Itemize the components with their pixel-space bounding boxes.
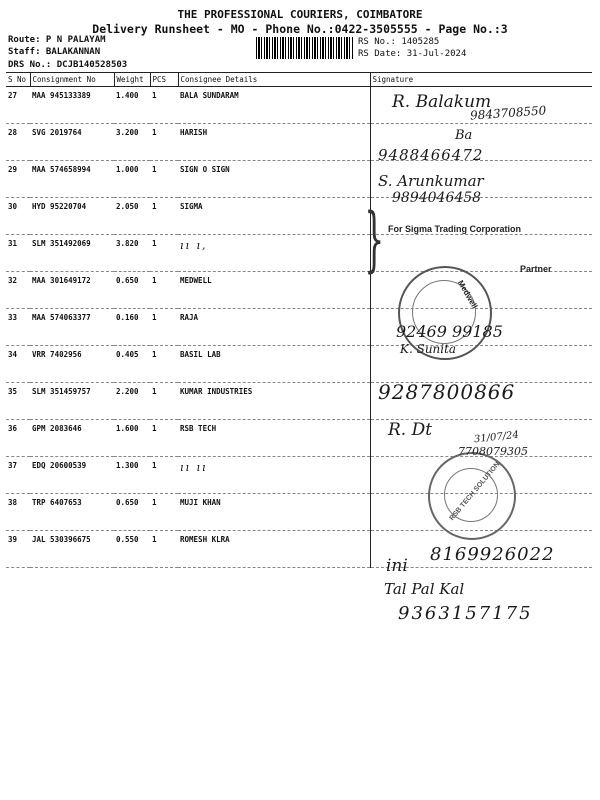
row-sno: 34	[6, 346, 30, 383]
signature-38-phone: 8169926022	[430, 544, 555, 565]
row-consignment: MAA 301649172	[30, 272, 114, 309]
row-pcs: 1	[150, 124, 178, 161]
rsb-seal-text: RSB TECH SOLUTION	[448, 460, 502, 523]
staff-label: Staff: BALAKANNAN	[8, 47, 101, 57]
table-row	[6, 124, 592, 161]
row-consignee: ROMESH KLRA	[178, 531, 370, 568]
table-row	[6, 309, 592, 346]
row-weight: 3.200	[114, 124, 150, 161]
signature-29-phone: 9894046458	[392, 190, 482, 206]
row-consignment: HYD 95220704	[30, 198, 114, 235]
row-consignee: RAJA	[178, 309, 370, 346]
row-signature	[370, 235, 592, 272]
row-pcs: 1	[150, 457, 178, 494]
row-pcs: 1	[150, 383, 178, 420]
signature-28-phone: 9488466472	[378, 146, 484, 164]
row-consignment: GPM 2083646	[30, 420, 114, 457]
row-sno: 32	[6, 272, 30, 309]
company-title: THE PROFESSIONAL COURIERS, COIMBATORE	[177, 8, 423, 21]
route-label: Route: P N PALAYAM	[8, 35, 106, 45]
row-pcs: 1	[150, 235, 178, 272]
row-pcs: 1	[150, 272, 178, 309]
row-consignee: RSB TECH	[178, 420, 370, 457]
row-sno: 39	[6, 531, 30, 568]
row-consignment: MAA 945133389	[30, 87, 114, 124]
col-sno: S No	[6, 73, 30, 87]
row-consignment: SLM 351492069	[30, 235, 114, 272]
runsheet-subtitle: Delivery Runsheet - MO - Phone No.:0422-3505555 - Page No.:3	[92, 22, 508, 36]
barcode	[256, 37, 354, 59]
row-weight: 0.550	[114, 531, 150, 568]
row-sno: 29	[6, 161, 30, 198]
row-pcs: 1	[150, 531, 178, 568]
row-consignment: MAA 574658994	[30, 161, 114, 198]
table-row	[6, 346, 592, 383]
ditto-mark: ıı ıı	[180, 461, 208, 474]
row-pcs: 1	[150, 420, 178, 457]
row-consignee: HARISH	[178, 124, 370, 161]
signature-33: K. Sunita	[400, 342, 457, 356]
row-sno: 37	[6, 457, 30, 494]
row-sno: 35	[6, 383, 30, 420]
row-sno: 28	[6, 124, 30, 161]
rs-number: RS No.: 1405285	[358, 37, 440, 47]
medwell-seal-text: Medwell	[455, 278, 480, 311]
row-weight: 0.405	[114, 346, 150, 383]
row-sno: 36	[6, 420, 30, 457]
row-consignee: MEDWELL	[178, 272, 370, 309]
row-consignment: SLM 351459757	[30, 383, 114, 420]
table-row	[6, 272, 592, 309]
sigma-company-stamp: For Sigma Trading Corporation	[388, 224, 522, 234]
row-pcs: 1	[150, 346, 178, 383]
drs-number: DRS No.: DCJB140528503	[8, 60, 128, 70]
signature-39: Tal Pal Kal	[384, 580, 465, 598]
signature-35-date: 31/07/24	[473, 429, 520, 446]
row-consignee	[178, 457, 370, 494]
col-consignee: Consignee Details	[178, 73, 370, 87]
ditto-mark: ıı ı,	[180, 239, 208, 252]
row-sno: 33	[6, 309, 30, 346]
col-consignment: Consignment No	[30, 73, 114, 87]
signature-33-phone: 92469 99185	[396, 322, 503, 341]
row-pcs: 1	[150, 494, 178, 531]
row-weight: 0.650	[114, 272, 150, 309]
row-weight: 2.050	[114, 198, 150, 235]
signature-27: R. Balakum	[392, 92, 492, 112]
table-row	[6, 235, 592, 272]
row-consignee: BASIL LAB	[178, 346, 370, 383]
row-weight: 0.650	[114, 494, 150, 531]
signature-28: Ba	[455, 128, 473, 143]
col-signature: Signature	[370, 73, 592, 87]
row-consignee: SIGMA	[178, 198, 370, 235]
col-pcs: PCS	[150, 73, 178, 87]
row-weight: 1.000	[114, 161, 150, 198]
row-consignee	[178, 235, 370, 272]
table-header-row	[6, 73, 592, 87]
sigma-role-stamp: Partner	[520, 264, 552, 274]
row-consignment: VRR 7402956	[30, 346, 114, 383]
row-consignment: EDQ 20600539	[30, 457, 114, 494]
signature-27-phone: 9843708550	[469, 103, 547, 123]
row-pcs: 1	[150, 198, 178, 235]
row-consignment: JAL 530396675	[30, 531, 114, 568]
row-weight: 3.820	[114, 235, 150, 272]
row-weight: 1.400	[114, 87, 150, 124]
row-consignee: SIGN O SIGN	[178, 161, 370, 198]
row-weight: 2.200	[114, 383, 150, 420]
row-sno: 30	[6, 198, 30, 235]
row-sno: 31	[6, 235, 30, 272]
table-row	[6, 161, 592, 198]
row-consignment: TRP 6407653	[30, 494, 114, 531]
signature-39-phone: 9363157175	[398, 603, 533, 624]
row-consignment: SVG 2019764	[30, 124, 114, 161]
rs-date: RS Date: 31-Jul-2024	[358, 49, 467, 59]
signature-35: R. Dt	[388, 420, 433, 440]
signature-29: S. Arunkumar	[378, 172, 484, 190]
row-pcs: 1	[150, 87, 178, 124]
signature-34: 9287800866	[378, 380, 516, 404]
row-consignee: KUMAR INDUSTRIES	[178, 383, 370, 420]
row-consignee: BALA SUNDARAM	[178, 87, 370, 124]
col-weight: Weight	[114, 73, 150, 87]
rsb-seal	[428, 452, 516, 540]
row-consignee: MUJI KHAN	[178, 494, 370, 531]
row-weight: 1.300	[114, 457, 150, 494]
row-pcs: 1	[150, 309, 178, 346]
row-consignment: MAA 574063377	[30, 309, 114, 346]
brace-mark: }	[364, 198, 385, 280]
signature-35-phone: 7708079305	[458, 445, 528, 458]
row-sno: 38	[6, 494, 30, 531]
row-pcs: 1	[150, 161, 178, 198]
signature-38: ini	[386, 556, 408, 576]
row-sno: 27	[6, 87, 30, 124]
row-weight: 0.160	[114, 309, 150, 346]
row-weight: 1.600	[114, 420, 150, 457]
